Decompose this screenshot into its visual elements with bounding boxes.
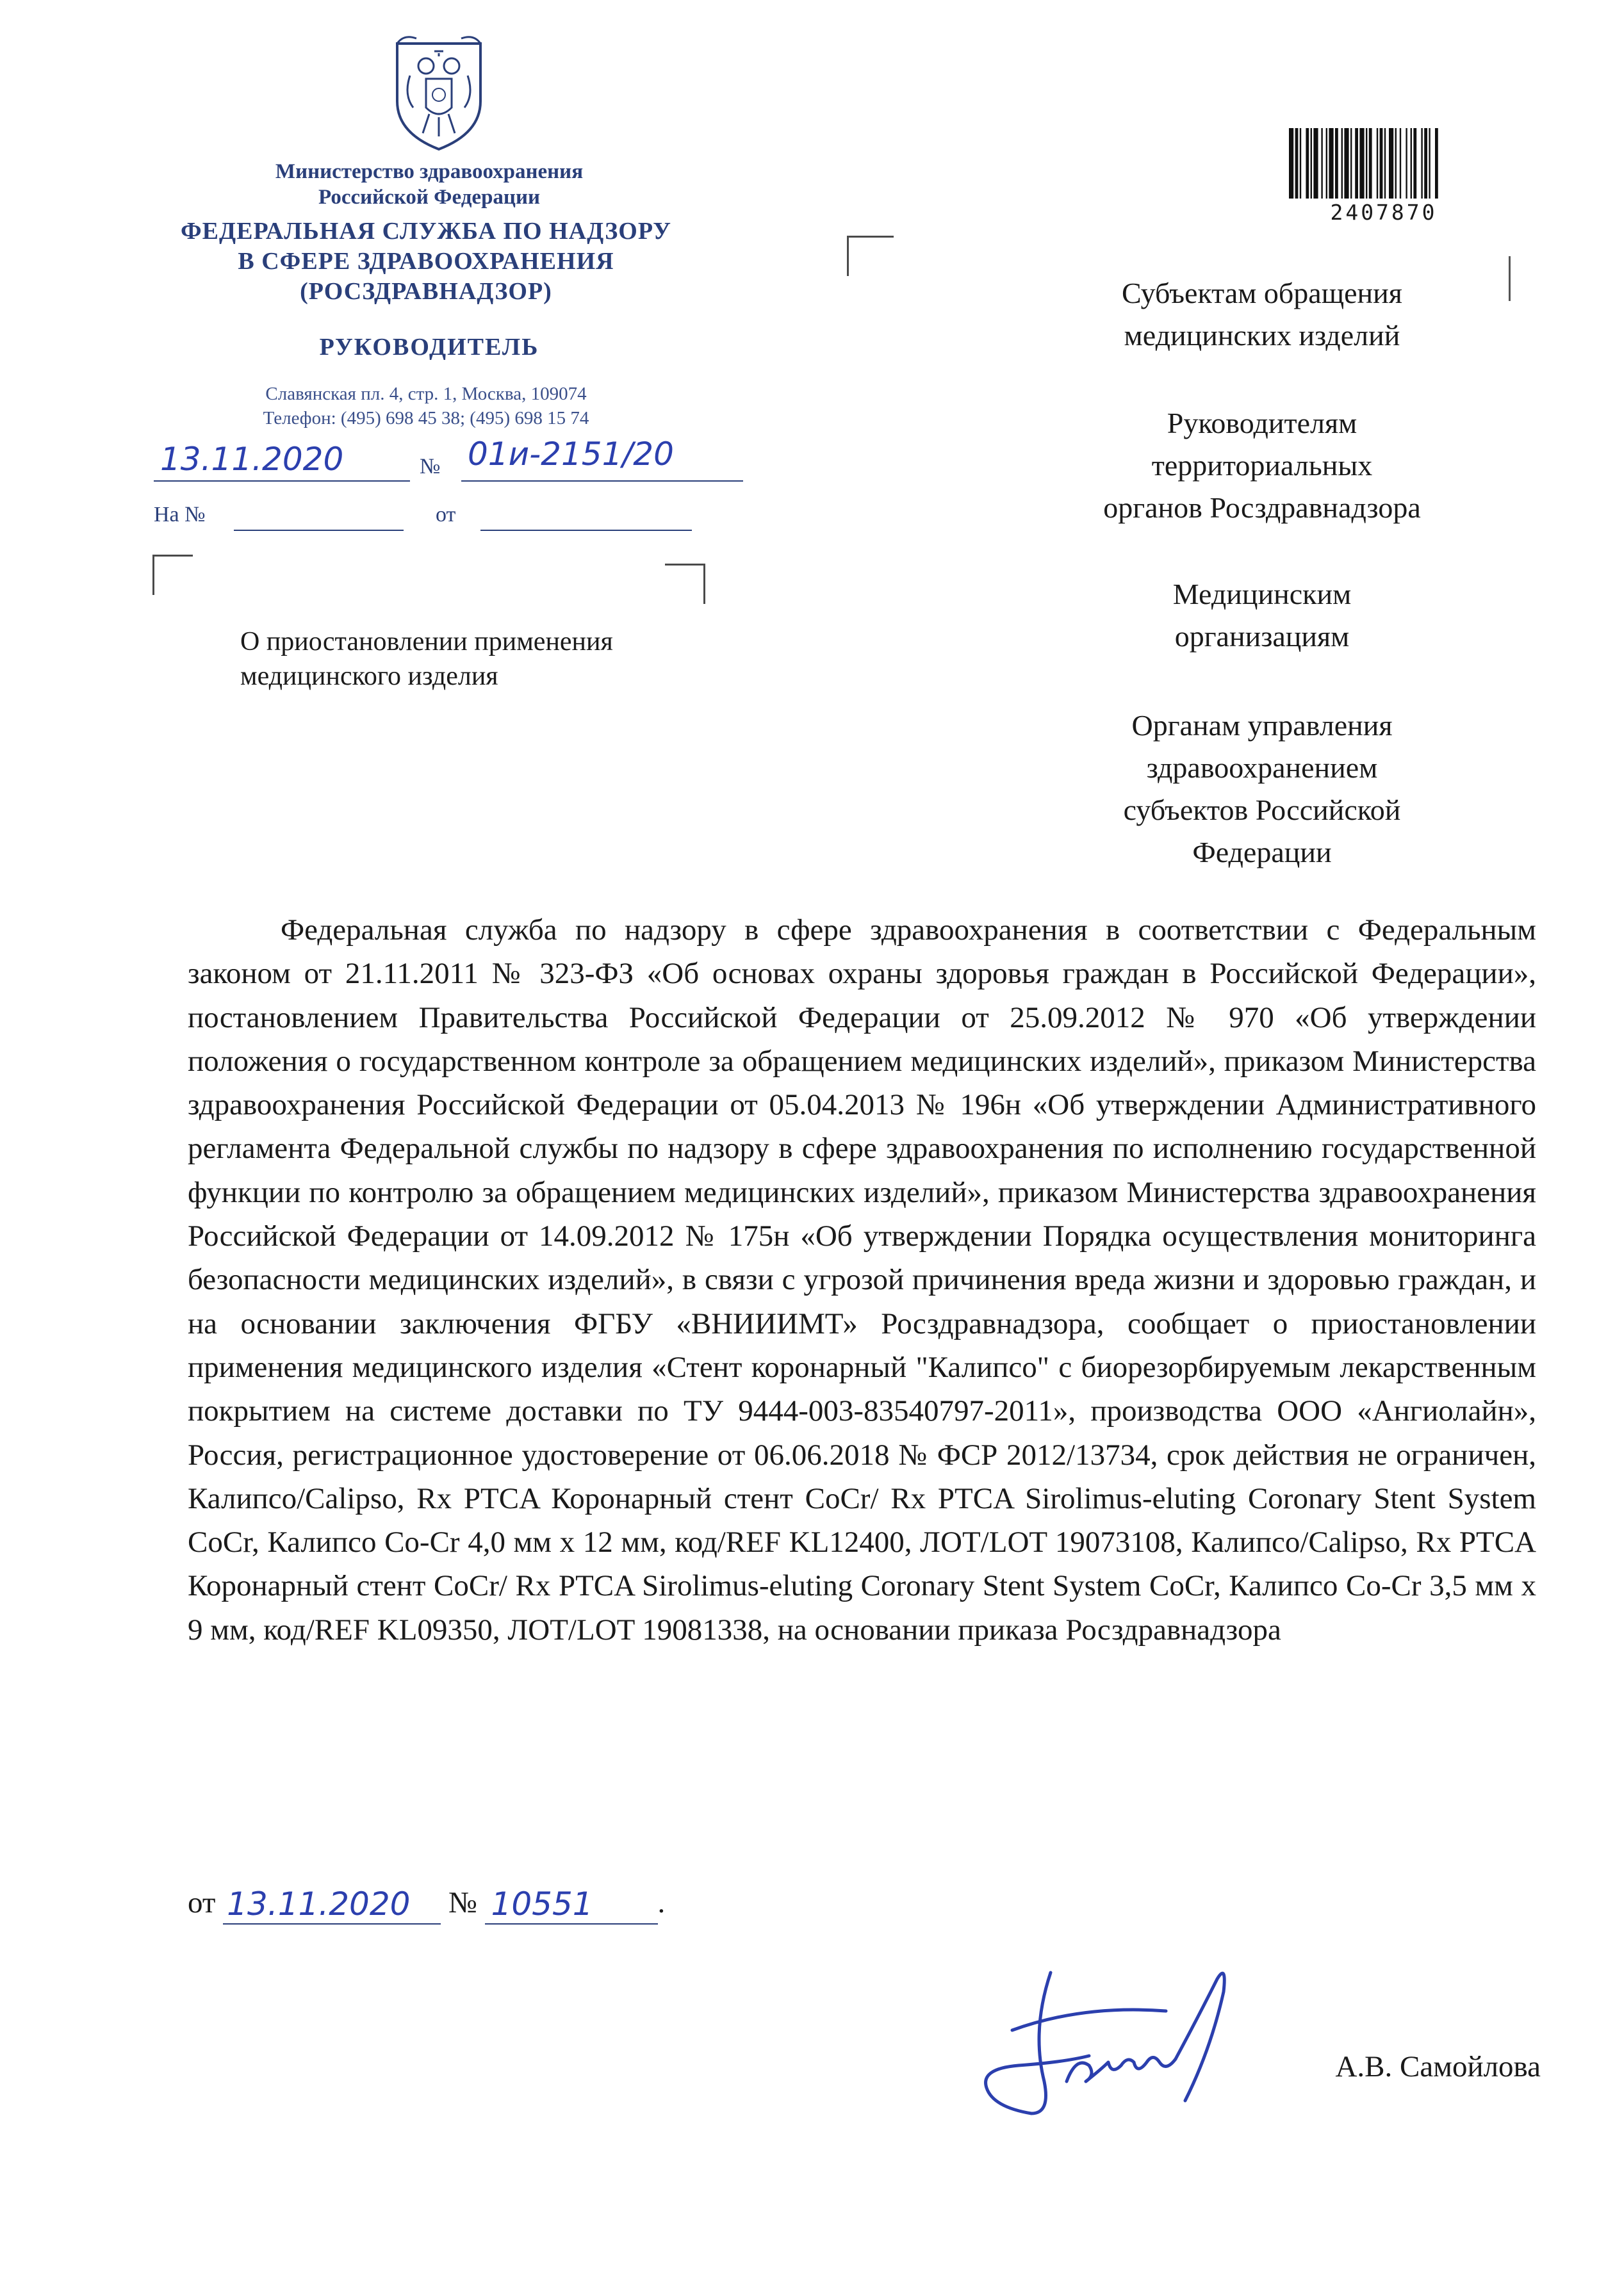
- order-date: 13.11.2020: [227, 1885, 411, 1923]
- barcode-bar: [1355, 128, 1358, 199]
- corner-mark: [152, 555, 193, 595]
- barcode-bar: [1421, 128, 1422, 199]
- reference-label: На №: [154, 503, 206, 526]
- ministry-name: [179, 159, 679, 210]
- addressee-line: Руководителям: [1167, 407, 1357, 439]
- barcode: [1288, 128, 1480, 199]
- addressee-line: медицинских изделий: [1124, 319, 1400, 352]
- barcode-bar: [1300, 128, 1301, 199]
- reference-date-field: [480, 496, 692, 531]
- service-line-2: В СФЕРЕ ЗДРАВООХРАНЕНИЯ: [238, 248, 614, 275]
- addressee-line: здравоохранением: [1146, 751, 1378, 784]
- addressee-line: территориальных: [1151, 449, 1373, 482]
- order-number-sign: №: [448, 1886, 477, 1919]
- registration-date-field: [154, 442, 410, 482]
- barcode-bar: [1344, 128, 1349, 199]
- barcode-bar: [1413, 128, 1416, 199]
- barcode-bar: [1380, 128, 1383, 199]
- barcode-bar: [1377, 128, 1378, 199]
- addressee-line: Федерации: [1192, 836, 1332, 868]
- barcode-bar: [1384, 128, 1386, 199]
- order-date-field: [223, 1886, 441, 1925]
- barcode-bar: [1289, 128, 1293, 199]
- barcode-bar: [1329, 128, 1333, 199]
- addressee-2: [999, 402, 1525, 529]
- barcode-bar: [1359, 128, 1364, 199]
- barcode-bar: [1406, 128, 1407, 199]
- head-title: РУКОВОДИТЕЛЬ: [319, 334, 539, 361]
- barcode-bar: [1435, 128, 1438, 199]
- addressee-line: Органам управления: [1131, 709, 1393, 742]
- reference-from-label: от: [436, 503, 456, 526]
- registration-date: 13.11.2020: [160, 441, 344, 478]
- barcode-bar: [1311, 128, 1312, 199]
- addressee-line: субъектов Российской: [1123, 794, 1401, 826]
- barcode-number: 2407870: [1330, 200, 1438, 225]
- addressee-3: [999, 573, 1525, 658]
- reference-number-field: [234, 496, 404, 531]
- service-address: [128, 382, 724, 430]
- handwritten-signature: [955, 1953, 1300, 2133]
- reference-line: [154, 496, 750, 535]
- barcode-bar: [1326, 128, 1327, 199]
- order-from-label: от: [188, 1886, 216, 1919]
- order-reference-line: [188, 1881, 1536, 1925]
- ministry-line-1: Министерство здравоохранения: [275, 160, 584, 183]
- corner-mark: [665, 564, 705, 604]
- addressee-4: [999, 704, 1525, 874]
- barcode-bar: [1424, 128, 1427, 199]
- barcode-bar: [1369, 128, 1372, 199]
- addressee-line: Субъектам обращения: [1122, 277, 1402, 309]
- letter-body: Федеральная служба по надзору в сфере здравоохранения в соответствии с Федеральным законом от 21.11.2011 № 323-ФЗ «Об основах охраны здоровья граждан в Российской Федерации», постановлением Правительства Российской Федерации от 25.09.2012 № 970 «Об утверждении положения о государственном контроле за обращением медицинских изделий», приказом Министерства здравоохранения Российской Федерации от 05.04.2013 № 196н «Об утверждении Административного регламента Федеральной службы по надзору в сфере здравоохранения по исполнению государственной функции по контролю за обращением медицинских изделий», приказом Министерства здравоохранения Российской Федерации от 14.09.2012 № 175н «Об утверждении Порядка осуществления мониторинга безопасности медицинских изделий», в связи с угрозой причинения вреда жизни и здоровью граждан, и на основании заключения ФГБУ «ВНИИИМТ» Росздравнадзора, сообщает о приостановлении применения медицинского изделия «Стент коронарный "Калипсо" с биорезорбируемым лекарственным покрытием на системе доставки по ТУ 9444-003-83540797-2011», производства ООО «Ангиолайн», Россия, регистрационное удостоверение от 06.06.2018 № ФСР 2012/13734, срок действия не ограничен, Калипсо/Calipso, Rx PTCA Коронарный стент CoCr/ Rx PTCA Sirolimus-eluting Coronary Stent System CoCr, Калипсо Co-Cr 4,0 мм x 12 мм, код/REF KL12400, ЛОТ/LOT 19073108, Калипсо/Calipso, Rx PTCA Коронарный стент CoCr/ Rx PTCA Sirolimus-eluting Coronary Stent System CoCr, Калипсо Co-Cr 3,5 мм x 9 мм, код/REF KL09350, ЛОТ/LOT 19081338, на основании приказа Росздравнадзора: [188, 913, 1536, 1647]
- service-line-3: (РОСЗДРАВНАДЗОР): [300, 278, 552, 305]
- barcode-bar: [1429, 128, 1430, 199]
- barcode-bar: [1306, 128, 1309, 199]
- barcode-bar: [1295, 128, 1299, 199]
- barcode-bar: [1313, 128, 1318, 199]
- order-number-field: [485, 1886, 658, 1925]
- registration-number: 01и-2151/20: [468, 436, 674, 473]
- barcode-bar: [1389, 128, 1393, 199]
- service-line-1: ФЕДЕРАЛЬНАЯ СЛУЖБА ПО НАДЗОРУ: [181, 218, 671, 245]
- ministry-line-2: Российской Федерации: [318, 186, 540, 209]
- barcode-bar: [1411, 128, 1412, 199]
- address-line: Славянская пл. 4, стр. 1, Москва, 109074: [265, 384, 587, 404]
- barcode-bar: [1395, 128, 1397, 199]
- coat-of-arms-icon: [391, 31, 487, 152]
- barcode-bar: [1366, 128, 1367, 199]
- barcode-bar: [1321, 128, 1322, 199]
- barcode-bar: [1335, 128, 1338, 199]
- barcode-bar: [1400, 128, 1401, 199]
- addressee-line: организациям: [1174, 620, 1350, 653]
- subject-line-1: О приостановлении применения: [240, 627, 613, 656]
- addressee-1: [999, 272, 1525, 357]
- addressee-line: Медицинским: [1172, 578, 1352, 610]
- phone-line: Телефон: (495) 698 45 38; (495) 698 15 74: [263, 408, 589, 428]
- letter-subject: [240, 624, 766, 694]
- order-number: 10551: [491, 1885, 593, 1923]
- registration-number-sign: №: [420, 455, 441, 478]
- signer-name: А.В. Самойлова: [1335, 2050, 1541, 2083]
- order-end-punct: .: [657, 1886, 666, 1919]
- subject-line-2: медицинского изделия: [240, 662, 498, 691]
- registration-number-field: [461, 436, 743, 482]
- addressee-line: органов Росздравнадзора: [1103, 491, 1421, 524]
- registration-line: [154, 436, 750, 493]
- barcode-bar: [1350, 128, 1352, 199]
- barcode-bar: [1341, 128, 1343, 199]
- corner-mark: [847, 236, 894, 276]
- service-name: [128, 216, 724, 307]
